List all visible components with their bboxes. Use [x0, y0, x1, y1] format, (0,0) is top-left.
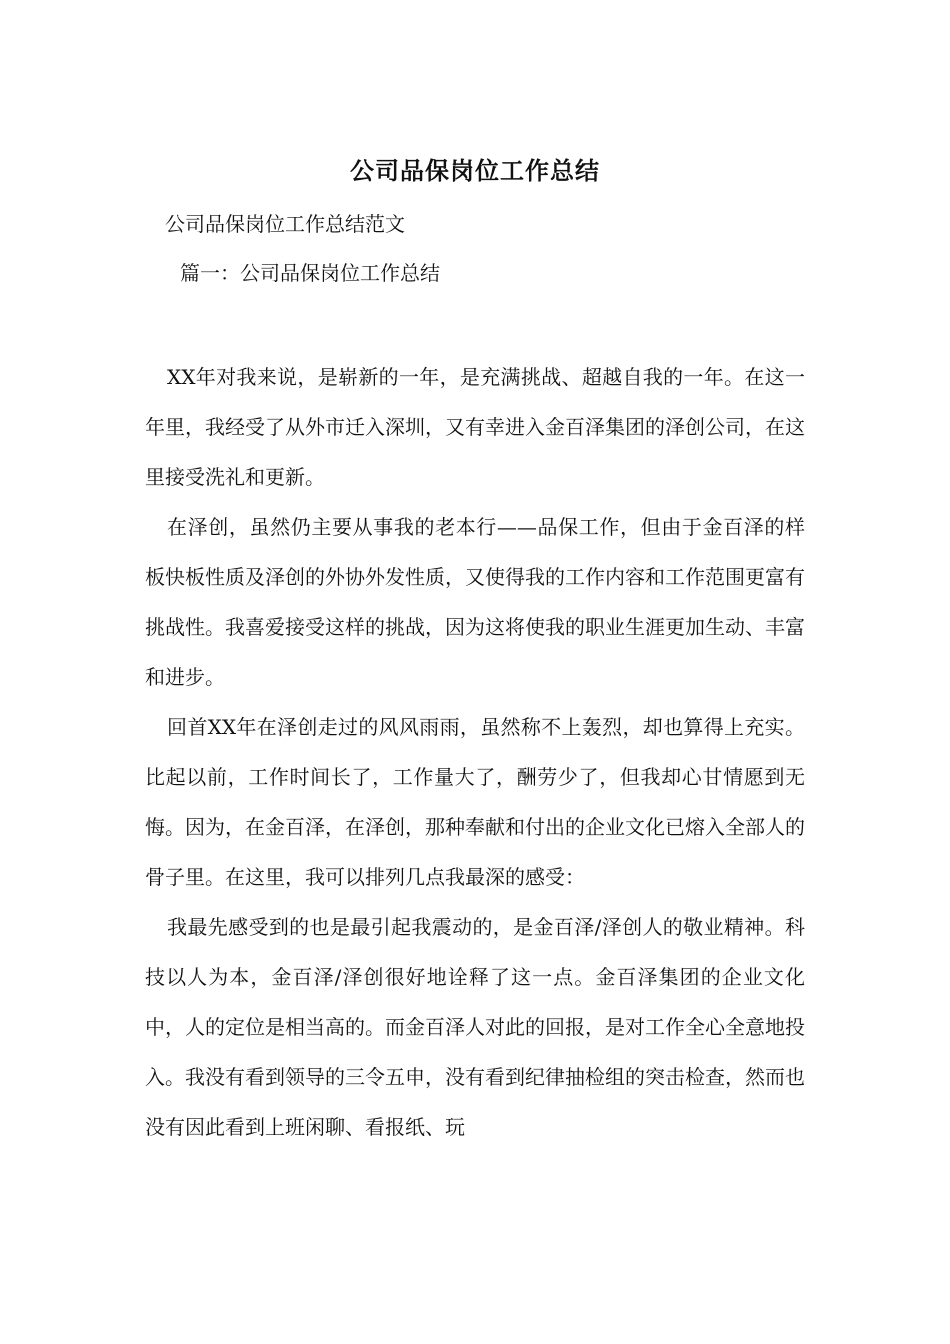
document-title: 公司品保岗位工作总结: [350, 156, 600, 185]
paragraph-3: 回首XX年在泽创走过的风风雨雨，虽然称不上轰烈，却也算得上充实。比起以前，工作时间长了，工作量大了，酬劳少了，但我却心甘情愿到无悔。因为，在金百泽，在泽创，那种奉献和付出的企业文化已熔入全部人的骨子里。在这里，我可以排列几点我最深的感受：: [145, 715, 805, 889]
paragraph-1: XX年对我来说，是崭新的一年，是充满挑战、超越自我的一年。在这一年里，我经受了从外市迁入深圳，又有幸进入金百泽集团的泽创公司，在这里接受洗礼和更新。: [145, 365, 805, 489]
paragraph-2: 在泽创，虽然仍主要从事我的老本行——品保工作，但由于金百泽的样板快板性质及泽创的外协外发性质，又使得我的工作内容和工作范围更富有挑战性。我喜爱接受这样的挑战，因为这将使我的职业生涯更加生动、丰富和进步。: [145, 515, 805, 689]
body-text: [145, 352, 805, 1152]
document-subtitle: 公司品保岗位工作总结范文: [165, 212, 405, 236]
paragraph-4: 我最先感受到的也是最引起我震动的，是金百泽/泽创人的敬业精神。科技以人为本，金百泽/泽创很好地诠释了这一点。金百泽集团的企业文化中，人的定位是相当高的。而金百泽人对此的回报，是对工作全心全意地投入。我没有看到领导的三令五申，没有看到纪律抽检组的突击检查，然而也没有因此看到上班闲聊、看报纸、玩: [145, 915, 805, 1139]
chapter-heading: 篇一：公司品保岗位工作总结: [180, 261, 440, 285]
